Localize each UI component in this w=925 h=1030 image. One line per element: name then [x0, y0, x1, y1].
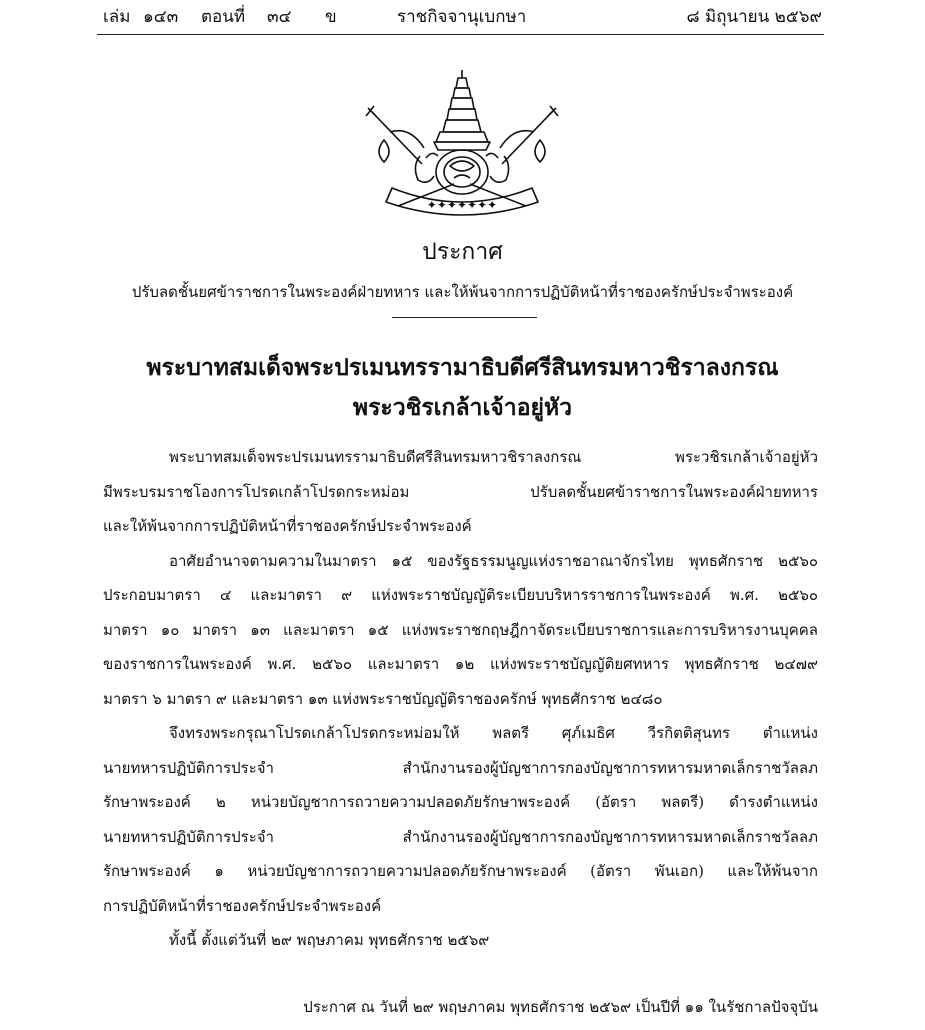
- body-line: มาตรา ๖ มาตรา ๙ และมาตรา ๑๓ แห่งพระราชบัญญัติราชองครักษ์ พุทธศักราช ๒๔๘๐: [103, 689, 663, 708]
- body-line: การปฏิบัติหน้าที่ราชองครักษ์ประจำพระองค์: [103, 896, 382, 915]
- volume-number: ๑๔๓: [143, 7, 179, 27]
- proclamation-date: ประกาศ ณ วันที่ ๒๙ พฤษภาคม พุทธศักราช ๒๕๖๙ เป็นปีที่ ๑๑ ในรัชกาลปัจจุบัน: [303, 998, 818, 1016]
- royal-cipher-emblem-icon: [362, 66, 562, 216]
- royal-title-line-1: พระบาทสมเด็จพระปรเมนทรรามาธิบดีศรีสินทรมหาวชิราลงกรณ: [146, 354, 779, 381]
- part-number: ๓๔: [267, 7, 292, 27]
- body-line: ทั้งนี้ ตั้งแต่วันที่ ๒๙ พฤษภาคม พุทธศักราช ๒๕๖๙: [169, 931, 490, 949]
- body-line: ของราชการในพระองค์ พ.ศ. ๒๕๖๐ และมาตรา ๑๒ แห่งพระราชบัญญัติยศทหาร พุทธศักราช ๒๔๗๙: [103, 655, 818, 673]
- announcement-subtitle: ปรับลดชั้นยศข้าราชการในพระองค์ฝ่ายทหาร และให้พ้นจากการปฏิบัติหน้าที่ราชองครักษ์ประจำพระองค์: [131, 283, 794, 301]
- body-line: มาตรา ๑๐ มาตรา ๑๓ และมาตรา ๑๕ แห่งพระราชกฤษฎีกาจัดระเบียบราชการและการบริหารงานบุคคล: [103, 620, 818, 639]
- announcement-title: ประกาศ: [422, 239, 503, 265]
- body-line: อาศัยอำนาจตามความในมาตรา ๑๕ ของรัฐธรรมนูญแห่งราชอาณาจักรไทย พุทธศักราช ๒๕๖๐: [169, 551, 818, 570]
- svg-text:✦✦✦✦✦✦✦: ✦✦✦✦✦✦✦: [426, 198, 498, 212]
- body-line: นายทหารปฏิบัติการประจำ สำนักงานรองผู้บัญชาการกองบัญชาการทหารมหาดเล็กราชวัลลภ: [103, 758, 818, 777]
- body-line: พระบาทสมเด็จพระปรเมนทรรามาธิบดีศรีสินทรมหาวชิราลงกรณ พระวชิรเกล้าเจ้าอยู่หัว: [169, 448, 818, 466]
- gazette-name: ราชกิจจานุเบกษา: [397, 7, 527, 27]
- body-line: จึงทรงพระกรุณาโปรดเกล้าโปรดกระหม่อมให้ พลตรี ศุภ์เมธิศ วีรกิตติสุนทร ตำแหน่ง: [169, 724, 818, 742]
- section-letter: ข: [325, 7, 337, 27]
- royal-title-line-2: พระวชิรเกล้าเจ้าอยู่หัว: [352, 394, 573, 421]
- body-line: รักษาพระองค์ ๑ หน่วยบัญชาการถวายความปลอดภัยรักษาพระองค์ (อัตรา พันเอก) และให้พ้นจาก: [103, 862, 818, 880]
- gazette-header: [97, 0, 824, 35]
- body-line: ประกอบมาตรา ๔ และมาตรา ๙ แห่งพระราชบัญญัติระเบียบบริหารราชการในพระองค์ พ.ศ. ๒๕๖๐: [103, 586, 818, 604]
- announcement-body: [103, 440, 818, 958]
- title-divider: [392, 317, 537, 318]
- body-line: และให้พ้นจากการปฏิบัติหน้าที่ราชองครักษ์ประจำพระองค์: [103, 517, 472, 535]
- volume-label: เล่ม: [103, 7, 131, 27]
- publication-date: ๘ มิถุนายน ๒๕๖๙: [686, 7, 822, 27]
- body-line: นายทหารปฏิบัติการประจำ สำนักงานรองผู้บัญชาการกองบัญชาการทหารมหาดเล็กราชวัลลภ: [103, 827, 818, 846]
- body-line: รักษาพระองค์ ๒ หน่วยบัญชาการถวายความปลอดภัยรักษาพระองค์ (อัตรา พลตรี) ดำรงตำแหน่ง: [103, 793, 818, 811]
- part-label: ตอนที่: [201, 7, 246, 27]
- royal-title: [0, 348, 925, 428]
- body-line: มีพระบรมราชโองการโปรดเกล้าโปรดกระหม่อม ปรับลดชั้นยศข้าราชการในพระองค์ฝ่ายทหาร: [103, 482, 818, 501]
